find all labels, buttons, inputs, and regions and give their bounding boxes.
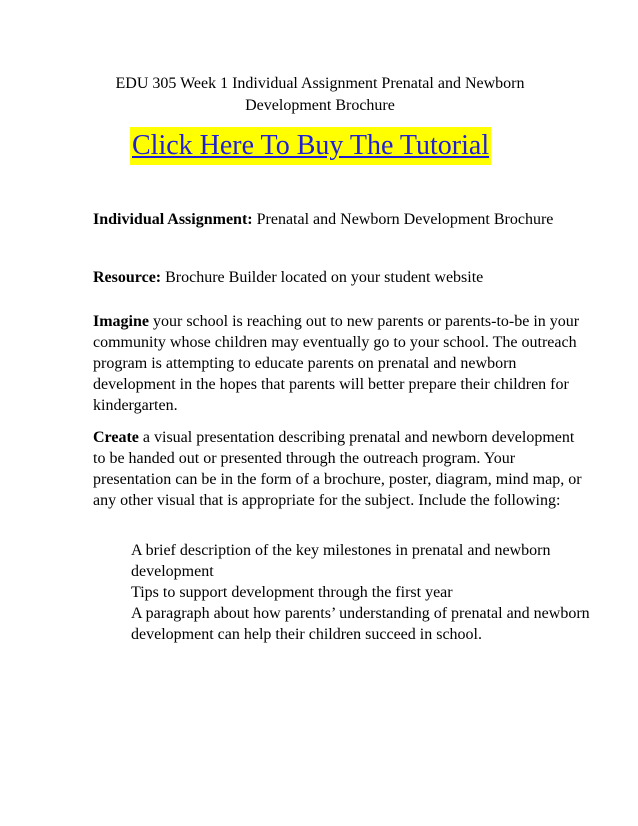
buy-tutorial-link-container: [130, 127, 510, 165]
document-title: EDU 305 Week 1 Individual Assignment Prenatal and Newborn Development Brochure: [115, 75, 525, 114]
resource-paragraph: [93, 267, 583, 288]
assignment-text: Prenatal and Newborn Development Brochure: [252, 211, 554, 228]
imagine-text: your school is reaching out to new parents or parents-to-be in your community whose children may eventually go to your school. The outreach program is attempting to educate parents on prenatal and newborn development in the hopes that parents will better prepare their children for kindergarten.: [93, 313, 580, 414]
list-item: A brief description of the key milestones in prenatal and newborn development: [131, 542, 551, 580]
list-item: Tips to support development through the first year: [131, 584, 453, 601]
assignment-label: Individual Assignment:: [93, 211, 253, 228]
list-item: A paragraph about how parents’ understanding of prenatal and newborn development can help their children succeed in school.: [131, 605, 590, 643]
assignment-paragraph: [93, 209, 583, 230]
buy-tutorial-link[interactable]: Click Here To Buy The Tutorial: [130, 127, 491, 165]
resource-label: Resource:: [93, 269, 162, 286]
create-label: Create: [93, 429, 139, 446]
imagine-label: Imagine: [93, 313, 149, 330]
resource-text: Brochure Builder located on your student website: [161, 269, 484, 286]
create-paragraph: [93, 427, 583, 511]
requirements-list: [131, 540, 601, 645]
imagine-paragraph: [93, 311, 583, 416]
create-text: a visual presentation describing prenatal and newborn development to be handed out or presented through the outreach program. Your presentation can be in the form of a brochure, poster, diagram, mind map, or any other visual that is appropriate for the subject. Include the following:: [93, 429, 582, 509]
